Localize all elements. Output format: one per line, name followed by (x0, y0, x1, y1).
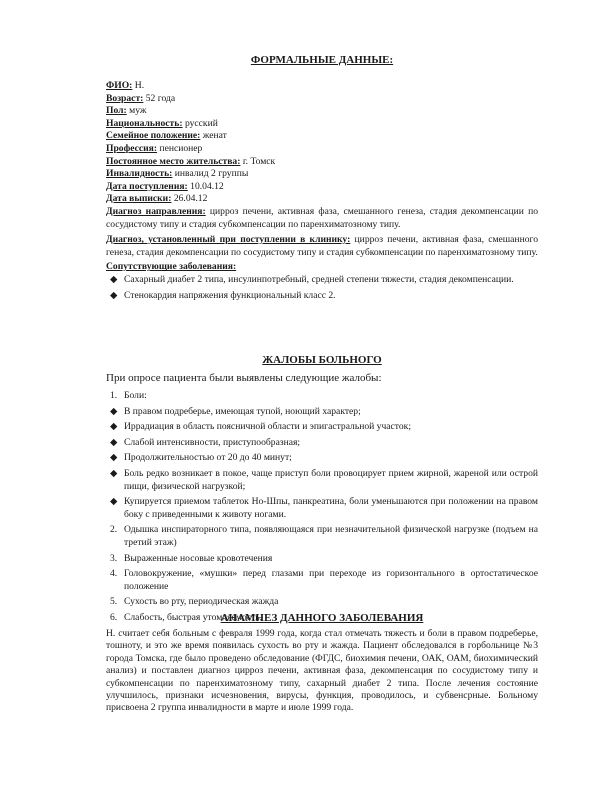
complaints-list (106, 390, 538, 625)
field-label: Дата поступления: (106, 180, 188, 192)
comorbid-item-text: Стенокардия напряжения функциональный класс 2. (124, 289, 336, 301)
field-marital-status (106, 130, 538, 143)
referral-diagnosis (106, 206, 538, 231)
field-value: г. Томск (240, 155, 276, 167)
complaint-item (106, 524, 538, 549)
referral-diagnosis-text: цирроз печени, активная фаза, смешанного генеза, стадия декомпенсации по сосудистому типу и стадия субкомпенсации по паренхиматозному типу. (106, 205, 538, 230)
field-label: Профессия: (106, 142, 158, 154)
comorbid-item-text: Сахарный диабет 2 типа, инсулинпотребный, средней степени тяжести, стадия декомпенсации. (124, 273, 514, 285)
field-admission-date (106, 181, 538, 194)
field-age (106, 93, 538, 106)
bullet-icon: ◆ (110, 452, 118, 464)
complaint-text: Слабой интенсивности, приступообразная; (124, 436, 301, 448)
admission-diagnosis (106, 234, 538, 259)
field-residence (106, 156, 538, 169)
complaint-item (106, 553, 538, 566)
complaint-item (106, 596, 538, 609)
bullet-icon: ◆ (110, 405, 118, 417)
field-value: пенсионер (157, 142, 203, 154)
field-label: Дата выписки: (106, 193, 172, 205)
field-value: инвалид 2 группы (172, 168, 249, 180)
admission-diagnosis-label: Диагноз, установленный при поступлении в клинику: (106, 234, 351, 246)
list-marker: 5. (110, 596, 118, 608)
bullet-icon: ◆ (110, 273, 118, 285)
complaints-intro: При опросе пациента были выявлены следующие жалобы: (106, 372, 382, 384)
complaint-text: Головокружение, «мушки» перед глазами при переходе из горизонтального в ортостатическое положение (124, 568, 538, 592)
field-value: Н. (132, 80, 145, 91)
field-discharge-date (106, 193, 538, 206)
list-marker: 2. (110, 524, 118, 536)
list-marker: 6. (110, 611, 118, 623)
field-fio (106, 80, 538, 93)
complaint-text: Слабость, быстрая утомляемость. (124, 611, 263, 623)
complaint-item (106, 496, 538, 521)
formal-data-heading: ФОРМАЛЬНЫЕ ДАННЫЕ: (250, 54, 394, 66)
bullet-icon: ◆ (110, 436, 118, 448)
complaint-text: Сухость во рту, периодическая жажда (124, 596, 279, 608)
field-label: Пол: (106, 105, 127, 117)
field-nationality (106, 118, 538, 131)
field-profession (106, 143, 538, 156)
complaint-text: Продолжительностью от 20 до 40 минут; (124, 452, 292, 464)
bullet-icon: ◆ (110, 496, 118, 508)
complaint-text: В правом подреберье, имеющая тупой, ноющий характер; (124, 405, 361, 417)
complaint-item (106, 468, 538, 493)
complaint-text: Иррадиация в область поясничной области и эпигастральной участок; (124, 421, 411, 433)
admission-diagnosis-text: цирроз печени, активная фаза, смешанного генеза, стадия декомпенсации по сосудистому типу и стадия субкомпенсации по паренхиматозному типу. (106, 234, 538, 258)
field-label: Возраст: (106, 92, 144, 104)
list-marker: 1. (110, 390, 118, 401)
complaint-text: Одышка инспираторного типа, появляющаяся при незначительной физической нагрузке (подъем на третий этаж) (124, 524, 538, 548)
list-marker: 3. (110, 552, 118, 564)
complaint-item (106, 568, 538, 593)
field-value: 10.04.12 (187, 180, 224, 192)
formal-data-fields (106, 80, 538, 302)
field-label: Инвалидность: (106, 168, 173, 180)
complaint-item (106, 421, 538, 434)
field-value: 26.04.12 (171, 193, 208, 205)
field-label: Постоянное место жительства: (106, 155, 241, 167)
complaint-text: Боль редко возникает в покое, чаще приступ боли провоцирует прием жирной, жареной или острой пищи, физической нагрузкой; (124, 467, 538, 492)
field-label: ФИО: (106, 80, 133, 91)
list-marker: 4. (110, 568, 118, 580)
complaints-heading: ЖАЛОБЫ БОЛЬНОГО (262, 354, 382, 366)
field-value: муж (126, 105, 147, 117)
field-value: женат (200, 130, 227, 142)
field-label: Национальность: (106, 117, 183, 129)
complaint-item (106, 390, 538, 403)
complaint-text: Купируется приемом таблеток Но-Шпы, панкреатина, боли уменьшаются при положении на правом боку с приведенными к животу ногами. (124, 496, 538, 520)
anamnesis-heading: АНАМНЕЗ ДАННОГО ЗАБОЛЕВАНИЯ (220, 612, 424, 624)
field-label: Семейное положение: (106, 130, 201, 142)
complaint-item (106, 406, 538, 419)
comorbid-item (106, 290, 538, 303)
complaint-text: Выраженные носовые кровотечения (124, 552, 273, 564)
anamnesis-text: Н. считает себя больным с февраля 1999 года, когда стал отмечать тяжесть и боли в правом подреберье, тошноту, и это же время появилась сухость во рту и жажда. Пациент обследовался в горбольнице №3 города Томска, где было проведено обследование (ФГДС, биохимия печени, ОАК, ОАМ, биохимический анализ) и поставлен диагноз цирроз печени, активная фаза, декомпенсация по сосудистому типу и субкомпенсации по паренхиматозному типу, сахарный диабет 2 типа. После лечения состояние улучшилось, признаки исчезновения, вирусы, функция, проводилось, и субвенсрные. Больному присвоена 2 группа инвалидности в марте и июле 1999 года. (106, 628, 538, 714)
comorbid-heading (106, 261, 538, 274)
comorbid-item (106, 274, 538, 287)
comorbid-label: Сопутствующие заболевания: (106, 261, 237, 273)
bullet-icon: ◆ (110, 289, 118, 301)
field-disability (106, 168, 538, 181)
complaint-text: Боли: (124, 390, 147, 401)
field-value: русский (182, 117, 218, 129)
bullet-icon: ◆ (110, 467, 118, 479)
bullet-icon: ◆ (110, 421, 118, 433)
complaint-item (106, 437, 538, 450)
field-value: 52 года (143, 92, 176, 104)
complaint-item (106, 452, 538, 465)
referral-diagnosis-label: Диагноз направления: (106, 205, 206, 217)
field-sex (106, 105, 538, 118)
